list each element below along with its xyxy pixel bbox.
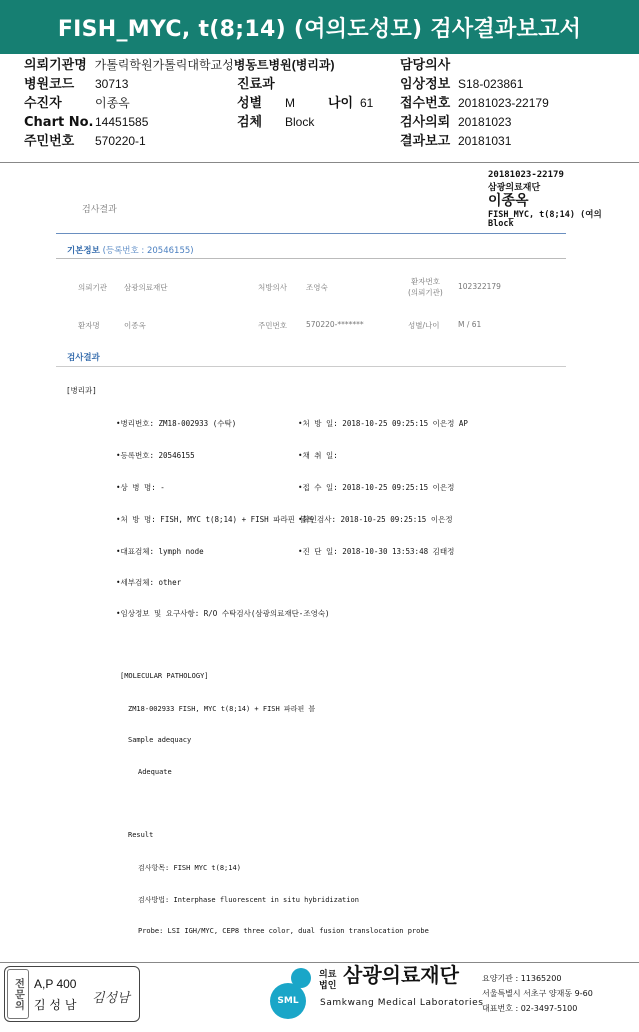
field-left-1: •등록번호: 20546155 <box>116 451 195 460</box>
top-org: 삼광의료재단 <box>488 183 541 193</box>
foundation-en: Samkwang Medical Laboratories <box>320 998 484 1008</box>
doctor-label: 담당의사 <box>400 58 451 73</box>
top-test: FISH_MYC, t(8;14) (여의 <box>488 210 602 220</box>
specimen-value: Block <box>285 115 315 129</box>
result-rule <box>56 366 566 367</box>
phone: 대표번호 : 02-3497-5100 <box>482 1004 578 1013</box>
institution-value: 가톨릭학원가톨릭대학교성 <box>94 58 234 72</box>
specialist-stamp <box>7 969 29 1019</box>
org-code: 요양기관 : 11365200 <box>482 974 562 983</box>
sexage-value: M / 61 <box>458 320 482 329</box>
institution-row <box>24 56 334 75</box>
sml-logo <box>270 983 306 1019</box>
req-org-label: 의뢰기관 <box>78 283 107 292</box>
chart-value: 14451585 <box>95 115 149 129</box>
clinical-label: 임상정보 <box>400 77 451 92</box>
patient-no-sub: (의뢰기관) <box>408 288 443 297</box>
sex-label: 성별 <box>237 96 263 111</box>
id-value: 570220-1 <box>95 134 146 148</box>
hospital-code-value: 30713 <box>95 77 129 91</box>
header-divider <box>0 162 639 163</box>
age-label: 나이 <box>328 96 354 111</box>
basic-info-reg: (등록번호 : 20546155) <box>102 246 194 256</box>
req-org-value: 삼광의료재단 <box>124 283 168 292</box>
field-right-4: •진 단 일: 2018-10-30 13:53:48 김태정 <box>298 547 455 556</box>
foundation-prefix: 의료법인 <box>319 970 337 991</box>
institution-label: 의뢰기관명 <box>24 58 87 73</box>
field-left-5: •세부검체: other <box>116 578 182 587</box>
result-heading: 검사결과 <box>67 353 100 363</box>
receipt-value: 20181023-22179 <box>458 96 549 110</box>
sexage-label: 성별/나이 <box>408 321 440 330</box>
id-label-2: 주민번호 <box>258 321 287 330</box>
field-right-0: •처 방 일: 2018-10-25 09:25:15 이은정 AP <box>298 419 468 428</box>
mol-line-3: Adequate <box>138 768 172 776</box>
stamp-text: 전문의 <box>12 977 24 1011</box>
foundation-name: 삼광의료재단 <box>343 963 459 987</box>
results-section-title: 검사결과 <box>82 205 117 215</box>
patient-value: 이종옥 <box>95 96 130 110</box>
mol-line-4: Result <box>128 831 154 839</box>
field-right-3: •확인검사: 2018-10-25 09:25:15 이은정 <box>298 515 453 524</box>
basic-info <box>67 244 194 256</box>
receipt-label: 접수번호 <box>400 96 451 111</box>
sex-value: M <box>285 96 295 110</box>
id-label: 주민번호 <box>24 134 75 149</box>
request-value: 20181023 <box>458 115 512 129</box>
mol-line-5: 검사항목: FISH MYC t(8;14) <box>138 864 241 872</box>
field-left-4: •대표검체: lymph node <box>116 547 204 556</box>
mol-line-1: ZM18-002933 FISH, MYC t(8;14) + FISH 파라핀 블 <box>128 705 316 713</box>
department-label: 진료과 <box>237 77 275 92</box>
footer-divider <box>0 962 639 963</box>
field-left-2: •상 병 명: - <box>116 483 165 492</box>
patient-no-value: 102322179 <box>458 282 501 291</box>
report-rule <box>56 233 566 234</box>
patient-label: 수진자 <box>24 96 62 111</box>
patient-no-label: 환자번호 <box>411 277 440 286</box>
mol-heading: [MOLECULAR PATHOLOGY] <box>120 672 209 680</box>
basic-info-label: 기본정보 <box>67 246 100 256</box>
report-value: 20181031 <box>458 134 512 148</box>
hospital-code-label: 병원코드 <box>24 77 75 92</box>
address: 서울특별시 서초구 양재동 9-60 <box>482 989 593 998</box>
report-label: 결과보고 <box>400 134 451 149</box>
chart-label: Chart No. <box>24 115 94 130</box>
mol-line-6: 검사방법: Interphase fluorescent in situ hybridization <box>138 896 359 904</box>
signature: 김성남 <box>92 991 130 1006</box>
age-value: 61 <box>360 96 374 110</box>
top-name: 이종옥 <box>488 193 529 209</box>
info-rule <box>56 258 566 259</box>
logo-text: SML <box>277 996 299 1006</box>
top-specimen: Block <box>488 219 514 229</box>
report-title: FISH_MYC, t(8;14) (여의도성모) 검사결과보고서 <box>0 0 639 54</box>
top-id: 20181023-22179 <box>488 170 564 180</box>
request-label: 검사의뢰 <box>400 115 451 130</box>
field-left-0: •병리번호: ZM18-002933 (수탁) <box>116 419 237 428</box>
prescriber-value: 조영숙 <box>306 283 328 292</box>
prescriber-label: 처방의사 <box>258 283 287 292</box>
name-label: 환자명 <box>78 321 100 330</box>
field-left-6: •임상정보 및 요구사항: R/O 수탁검사(삼광의료재단-조영숙) <box>116 609 330 618</box>
pathologist-name: 김 성 남 <box>34 998 77 1012</box>
scanned-report <box>56 170 602 950</box>
clinical-value: S18-023861 <box>458 77 524 91</box>
specimen-label: 검체 <box>237 115 263 130</box>
field-right-2: •접 수 일: 2018-10-25 09:25:15 이은정 <box>298 483 455 492</box>
name-value: 이종옥 <box>124 321 146 330</box>
institution-value-bold: 병동트병원(병리과) <box>233 58 335 72</box>
field-right-1: •채 취 일: <box>298 451 338 460</box>
field-left-3: •처 방 명: FISH, MYC t(8;14) + FISH 파라핀 블록 <box>116 515 314 524</box>
mol-line-2: Sample adequacy <box>128 736 192 744</box>
dept: [병리과] <box>66 386 97 395</box>
mol-line-7: Probe: LSI IGH/MYC, CEP8 three color, dual fusion translocation probe <box>138 927 429 935</box>
id-value-2: 570220-******* <box>306 320 364 329</box>
ap-label: A,P 400 <box>34 977 77 991</box>
